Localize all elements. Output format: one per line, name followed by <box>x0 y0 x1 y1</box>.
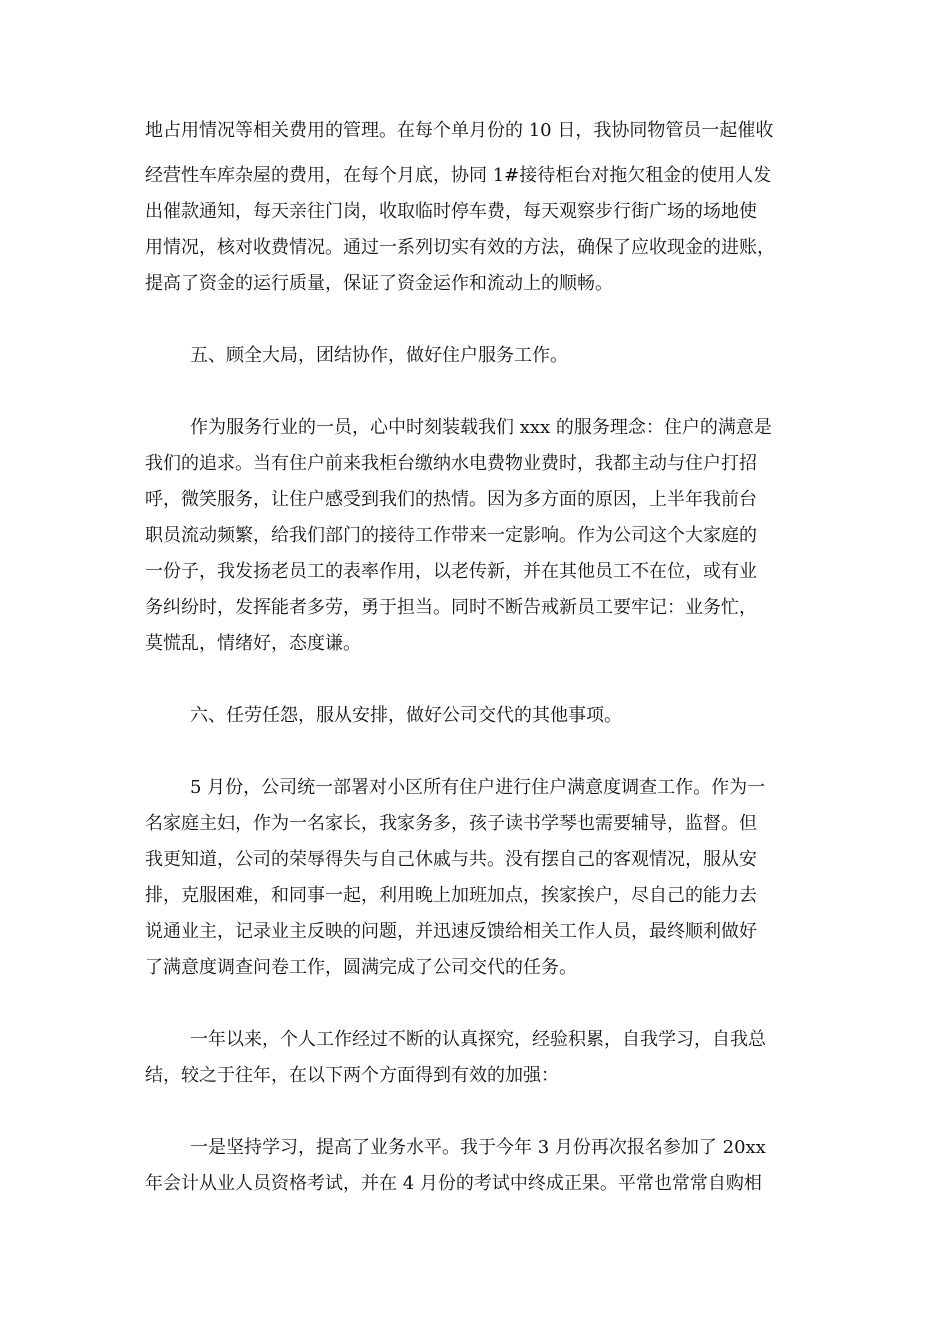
section-heading: 五、顾全大局，团结协作，做好住户服务工作。 <box>190 345 568 366</box>
text-line: 了满意度调查问卷工作，圆满完成了公司交代的任务。 <box>145 957 577 978</box>
text-line: 务纠纷时，发挥能者多劳，勇于担当。同时不断告戒新员工要牢记：业务忙， <box>145 597 757 618</box>
text-line: 一年以来，个人工作经过不断的认真探究，经验积累，自我学习，自我总 <box>190 1029 766 1050</box>
text-line: 排，克服困难，和同事一起，利用晚上加班加点，挨家挨户，尽自己的能力去 <box>145 885 757 906</box>
text-line: 一是坚持学习，提高了业务水平。我于今年 3 月份再次报名参加了 20xx <box>190 1137 766 1158</box>
text-line: 作为服务行业的一员，心中时刻装载我们 xxx 的服务理念：住户的满意是 <box>190 417 772 438</box>
text-line: 经营性车库杂屋的费用，在每个月底，协同 1#接待柜台对拖欠租金的使用人发 <box>145 165 772 186</box>
text-line: 莫慌乱，情绪好，态度谦。 <box>145 633 361 654</box>
text-line: 说通业主，记录业主反映的问题，并迅速反馈给相关工作人员，最终顺利做好 <box>145 921 757 942</box>
text-line: 一份子，我发扬老员工的表率作用，以老传新，并在其他员工不在位，或有业 <box>145 561 757 582</box>
text-line: 年会计从业人员资格考试，并在 4 月份的考试中终成正果。平常也常常自购相 <box>145 1173 762 1194</box>
section-heading: 六、任劳任怨，服从安排，做好公司交代的其他事项。 <box>190 705 622 726</box>
text-line: 我更知道，公司的荣辱得失与自己休戚与共。没有摆自己的客观情况，服从安 <box>145 849 757 870</box>
text-line: 呼，微笑服务，让住户感受到我们的热情。因为多方面的原因，上半年我前台 <box>145 489 757 510</box>
text-line: 5 月份，公司统一部署对小区所有住户进行住户满意度调查工作。作为一 <box>190 777 766 798</box>
text-line: 提高了资金的运行质量，保证了资金运作和流动上的顺畅。 <box>145 273 613 294</box>
text-line: 用情况，核对收费情况。通过一系列切实有效的方法，确保了应收现金的进账， <box>145 237 775 258</box>
text-line: 名家庭主妇，作为一名家长，我家务多，孩子读书学琴也需要辅导，监督。但 <box>145 813 757 834</box>
text-line: 出催款通知，每天亲往门岗，收取临时停车费，每天观察步行街广场的场地使 <box>145 201 757 222</box>
text-line: 结，较之于往年，在以下两个方面得到有效的加强： <box>145 1065 559 1086</box>
text-line: 我们的追求。当有住户前来我柜台缴纳水电费物业费时，我都主动与住户打招 <box>145 453 757 474</box>
text-line: 职员流动频繁，给我们部门的接待工作带来一定影响。作为公司这个大家庭的 <box>145 525 757 546</box>
text-line: 地占用情况等相关费用的管理。在每个单月份的 10 日，我协同物管员一起催收 <box>145 120 774 141</box>
